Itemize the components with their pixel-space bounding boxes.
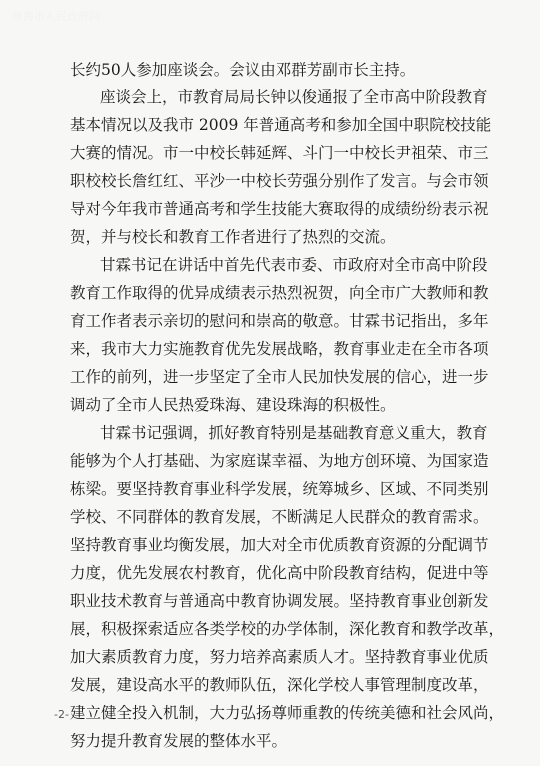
text-line: 大赛的情况。市一中校长韩延辉、斗门一中校长尹祖荣、市三 (70, 144, 489, 162)
text-line: 调动了全市人民热爱珠海、建设珠海的积极性。 (70, 396, 396, 414)
text-line: 导对今年我市普通高考和学生技能大赛取得的成绩纷纷表示祝 (70, 200, 489, 218)
text-line: 工作的前列，进一步坚定了全市人民加快发展的信心，进一步 (70, 368, 489, 386)
text-line: 职校校长詹红红、平沙一中校长劳强分别作了发言。与会市领 (70, 172, 489, 190)
text-line: 建立健全投入机制，大力弘扬尊师重教的传统美德和社会风尚， (70, 704, 505, 722)
page-number: -2- (54, 708, 69, 721)
text-line: 教育工作取得的优异成绩表示热烈祝贺，向全市广大教师和教 (70, 284, 489, 302)
text-line: 贺，并与校长和教育工作者进行了热烈的交流。 (70, 228, 396, 246)
text-line: 基本情况以及我市 2009 年普通高考和参加全国中职院校技能 (70, 116, 492, 134)
text-line: 甘霖书记强调，抓好教育特别是基础教育意义重大，教育 (100, 424, 488, 442)
watermark: 珠海市人民政府网 (12, 10, 100, 23)
text-line: 职业技术教育与普通高中教育协调发展。坚持教育事业创新发 (70, 592, 489, 610)
text-line: 发展，建设高水平的教师队伍，深化学校人事管理制度改革， (70, 676, 489, 694)
text-line: 能够为个人打基础、为家庭谋幸福、为地方创环境、为国家造 (70, 452, 489, 470)
text-line: 力度，优先发展农村教育，优化高中阶段教育结构，促进中等 (70, 564, 489, 582)
text-line: 栋梁。要坚持教育事业科学发展，统筹城乡、区域、不同类别 (70, 480, 489, 498)
text-line: 展，积极探索适应各类学校的办学体制，深化教育和教学改革， (70, 620, 505, 638)
text-line: 育工作者表示亲切的慰问和崇高的敬意。甘霖书记指出，多年 (70, 312, 489, 330)
text-line: 加大素质教育力度，努力培养高素质人才。坚持教育事业优质 (70, 648, 489, 666)
text-line: 来，我市大力实施教育优先发展战略，教育事业走在全市各项 (70, 340, 489, 358)
text-line: 努力提升教育发展的整体水平。 (70, 732, 288, 750)
text-line: 学校、不同群体的教育发展，不断满足人民群众的教育需求。 (70, 508, 489, 526)
text-line: 长约50人参加座谈会。会议由邓群芳副市长主持。 (70, 61, 416, 79)
text-line: 甘霖书记在讲话中首先代表市委、市政府对全市高中阶段 (100, 256, 488, 274)
text-line: 座谈会上，市教育局局长钟以俊通报了全市高中阶段教育 (100, 88, 488, 106)
text-line: 坚持教育事业均衡发展，加大对全市优质教育资源的分配调节 (70, 536, 489, 554)
